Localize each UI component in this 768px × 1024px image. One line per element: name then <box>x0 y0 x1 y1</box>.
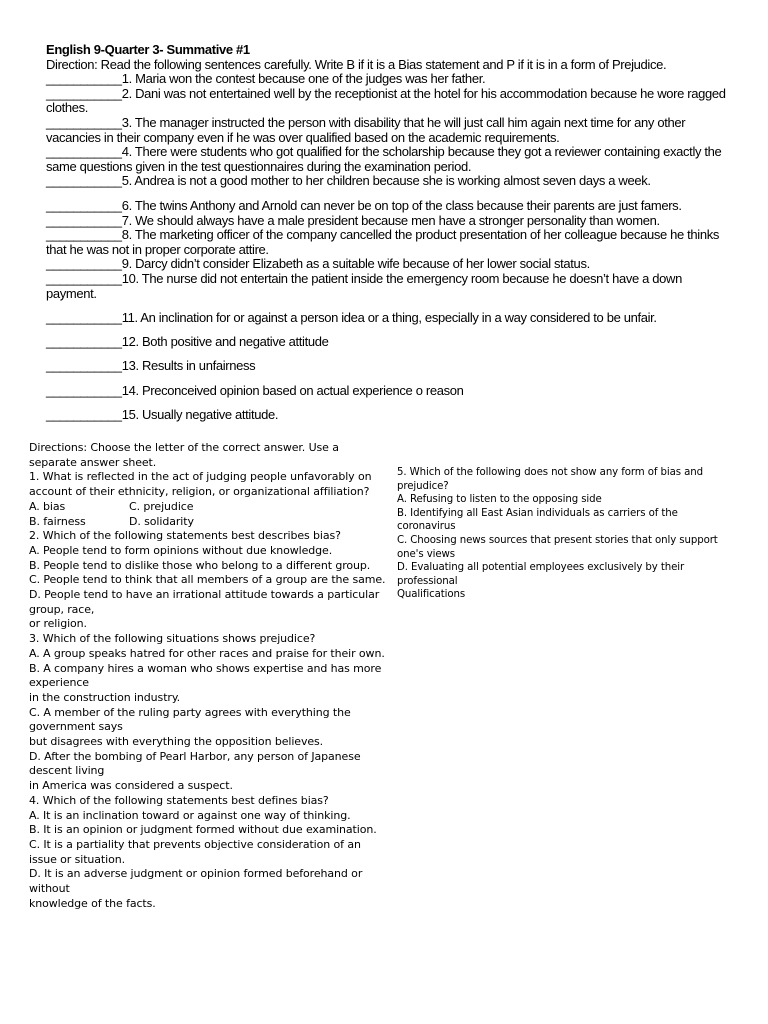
q3-choice-b-cont: in the construction industry. <box>29 690 181 704</box>
multiple-choice-right-column <box>397 466 727 602</box>
answer-blank: ___________ <box>46 114 122 130</box>
part1-item-text: 13. Results in unfairness <box>121 358 256 374</box>
q4-choice-c: C. It is a partiality that prevents objective consideration of an issue or situation. <box>29 837 361 866</box>
q1-text: 1. What is reflected in the act of judging people unfavorably on account of their ethnicity, religion, or organizational affiliation? <box>29 470 372 499</box>
part1-item-text: 5. Andrea is not a good mother to her children because she is working almost seven days a week. <box>121 173 651 189</box>
part1-item <box>46 359 726 374</box>
q2-choice-c: C. People tend to think that all members of a group are the same. <box>29 573 386 587</box>
answer-blank: ___________ <box>46 270 122 286</box>
q5-choice-d-cont: Qualifications <box>397 589 466 601</box>
worksheet-title: English 9-Quarter 3- Summative #1 <box>46 42 250 57</box>
part1-item <box>46 199 726 214</box>
answer-blank: ___________ <box>46 406 122 422</box>
part1-item <box>46 384 726 399</box>
part1-item <box>46 116 726 145</box>
part1-item-text: 8. The marketing officer of the company cancelled the product presentation of her colleague because he thinks that he was not in proper corporate attire. <box>46 227 720 257</box>
answer-blank: ___________ <box>46 173 122 189</box>
part1-item <box>46 335 726 350</box>
q3-choice-d-cont: in America was considered a suspect. <box>29 779 233 793</box>
part1-item <box>46 145 726 174</box>
part1-item <box>46 311 726 326</box>
part1-item-list <box>46 72 726 422</box>
q5-choice-a: A. Refusing to listen to the opposing side <box>397 494 602 506</box>
q1-choice-b: B. fairness <box>29 514 86 528</box>
part1-item-text: 12. Both positive and negative attitude <box>121 334 329 350</box>
q2-choice-d: D. People tend to have an irrational attitude towards a particular group, race, <box>29 588 380 616</box>
part1-item <box>46 72 726 87</box>
part1-item <box>46 87 726 116</box>
part1-item-text: 3. The manager instructed the person with disability that he will just call him again next time for any other vacancies in their company even if he was over qualified based on the academic requirements. <box>46 114 686 145</box>
part1-item <box>46 408 726 423</box>
answer-blank: ___________ <box>46 358 122 374</box>
part1-item-text: 4. There were students who got qualified for the scholarship because they got a reviewer containing exactly the same questions given in the test questionnaires during the examination period. <box>46 144 722 174</box>
part1-item-text: 2. Dani was not entertained well by the receptionist at the hotel for his accommodation because he wore ragged clothes. <box>46 85 726 116</box>
answer-blank: ___________ <box>46 197 122 213</box>
part1-item <box>46 257 726 272</box>
part1-item-text: 15. Usually negative attitude. <box>121 406 279 422</box>
part1-item <box>46 214 726 229</box>
bias-prejudice-section <box>46 43 726 422</box>
q4-choice-b: B. It is an opinion or judgment formed without due examination. <box>29 823 377 837</box>
answer-blank: ___________ <box>46 85 122 101</box>
answer-blank: ___________ <box>46 227 122 243</box>
q3-choice-a: A. A group speaks hatred for other races and praise for their own. <box>29 646 385 660</box>
q5-choice-b: B. Identifying all East Asian individuals as carriers of the coronavirus <box>397 507 678 533</box>
part1-item-text: 11. An inclination for or against a person idea or a thing, especially in a way considered to be unfair. <box>121 310 657 326</box>
q1-choice-a: A. bias <box>29 499 66 513</box>
part1-item-text: 14. Preconceived opinion based on actual experience o reason <box>121 382 464 398</box>
q5-choice-c: C. Choosing news sources that present stories that only support one's views <box>397 534 718 560</box>
answer-blank: ___________ <box>46 310 122 326</box>
part1-item <box>46 228 726 257</box>
part1-item-text: 10. The nurse did not entertain the patient inside the emergency room because he doesn’t have a down payment. <box>46 270 682 301</box>
part1-item-text: 6. The twins Anthony and Arnold can never be on top of the class because their parents are just famers. <box>121 197 682 213</box>
q3-choice-c-cont: but disagrees with everything the opposition believes. <box>29 735 324 749</box>
answer-blank: ___________ <box>46 212 122 228</box>
q1-choice-d: D. solidarity <box>129 514 194 528</box>
part1-item-text: 1. Maria won the contest because one of the judges was her father. <box>121 71 486 87</box>
multiple-choice-left-column <box>29 441 389 912</box>
q4-text: 4. Which of the following statements best defines bias? <box>29 793 329 807</box>
q4-choice-a: A. It is an inclination toward or against one way of thinking. <box>29 808 351 822</box>
q1-choice-row <box>29 500 389 515</box>
answer-blank: ___________ <box>46 382 122 398</box>
q4-choice-d: D. It is an adverse judgment or opinion formed beforehand or without <box>29 867 363 896</box>
part1-item <box>46 272 726 301</box>
part1-item-text: 9. Darcy didn’t consider Elizabeth as a suitable wife because of her lower social status. <box>121 256 590 272</box>
q2-choice-b: B. People tend to dislike those who belong to a different group. <box>29 558 371 572</box>
q3-text: 3. Which of the following situations shows prejudice? <box>29 632 316 646</box>
q2-choice-a: A. People tend to form opinions without due knowledge. <box>29 543 333 557</box>
q4-choice-d-cont: knowledge of the facts. <box>29 896 156 910</box>
direction-text: Direction: Read the following sentences carefully. Write B if it is a Bias statement and P if it is in a form of Prejudice. <box>46 56 667 72</box>
q5-text: 5. Which of the following does not show any form of bias and prejudice? <box>397 467 703 492</box>
part1-item-text: 7. We should always have a male president because men have a stronger personality than women. <box>121 212 660 228</box>
part1-item <box>46 174 726 189</box>
answer-blank: ___________ <box>46 256 122 272</box>
mc-directions: Directions: Choose the letter of the correct answer. Use a separate answer sheet. <box>29 441 339 469</box>
q3-choice-c: C. A member of the ruling party agrees with everything the government says <box>29 705 351 734</box>
q1-choice-c: C. prejudice <box>129 499 194 513</box>
q2-choice-d-cont: or religion. <box>29 617 87 631</box>
answer-blank: ___________ <box>46 144 122 160</box>
q1-choice-row <box>29 515 389 530</box>
q2-text: 2. Which of the following statements best describes bias? <box>29 529 341 543</box>
answer-blank: ___________ <box>46 334 122 350</box>
q3-choice-b: B. A company hires a woman who shows expertise and has more experience <box>29 661 382 690</box>
q5-choice-d: D. Evaluating all potential employees exclusively by their professional <box>397 562 685 587</box>
q3-choice-d: D. After the bombing of Pearl Harbor, any person of Japanese descent living <box>29 749 361 778</box>
answer-blank: ___________ <box>46 71 122 87</box>
